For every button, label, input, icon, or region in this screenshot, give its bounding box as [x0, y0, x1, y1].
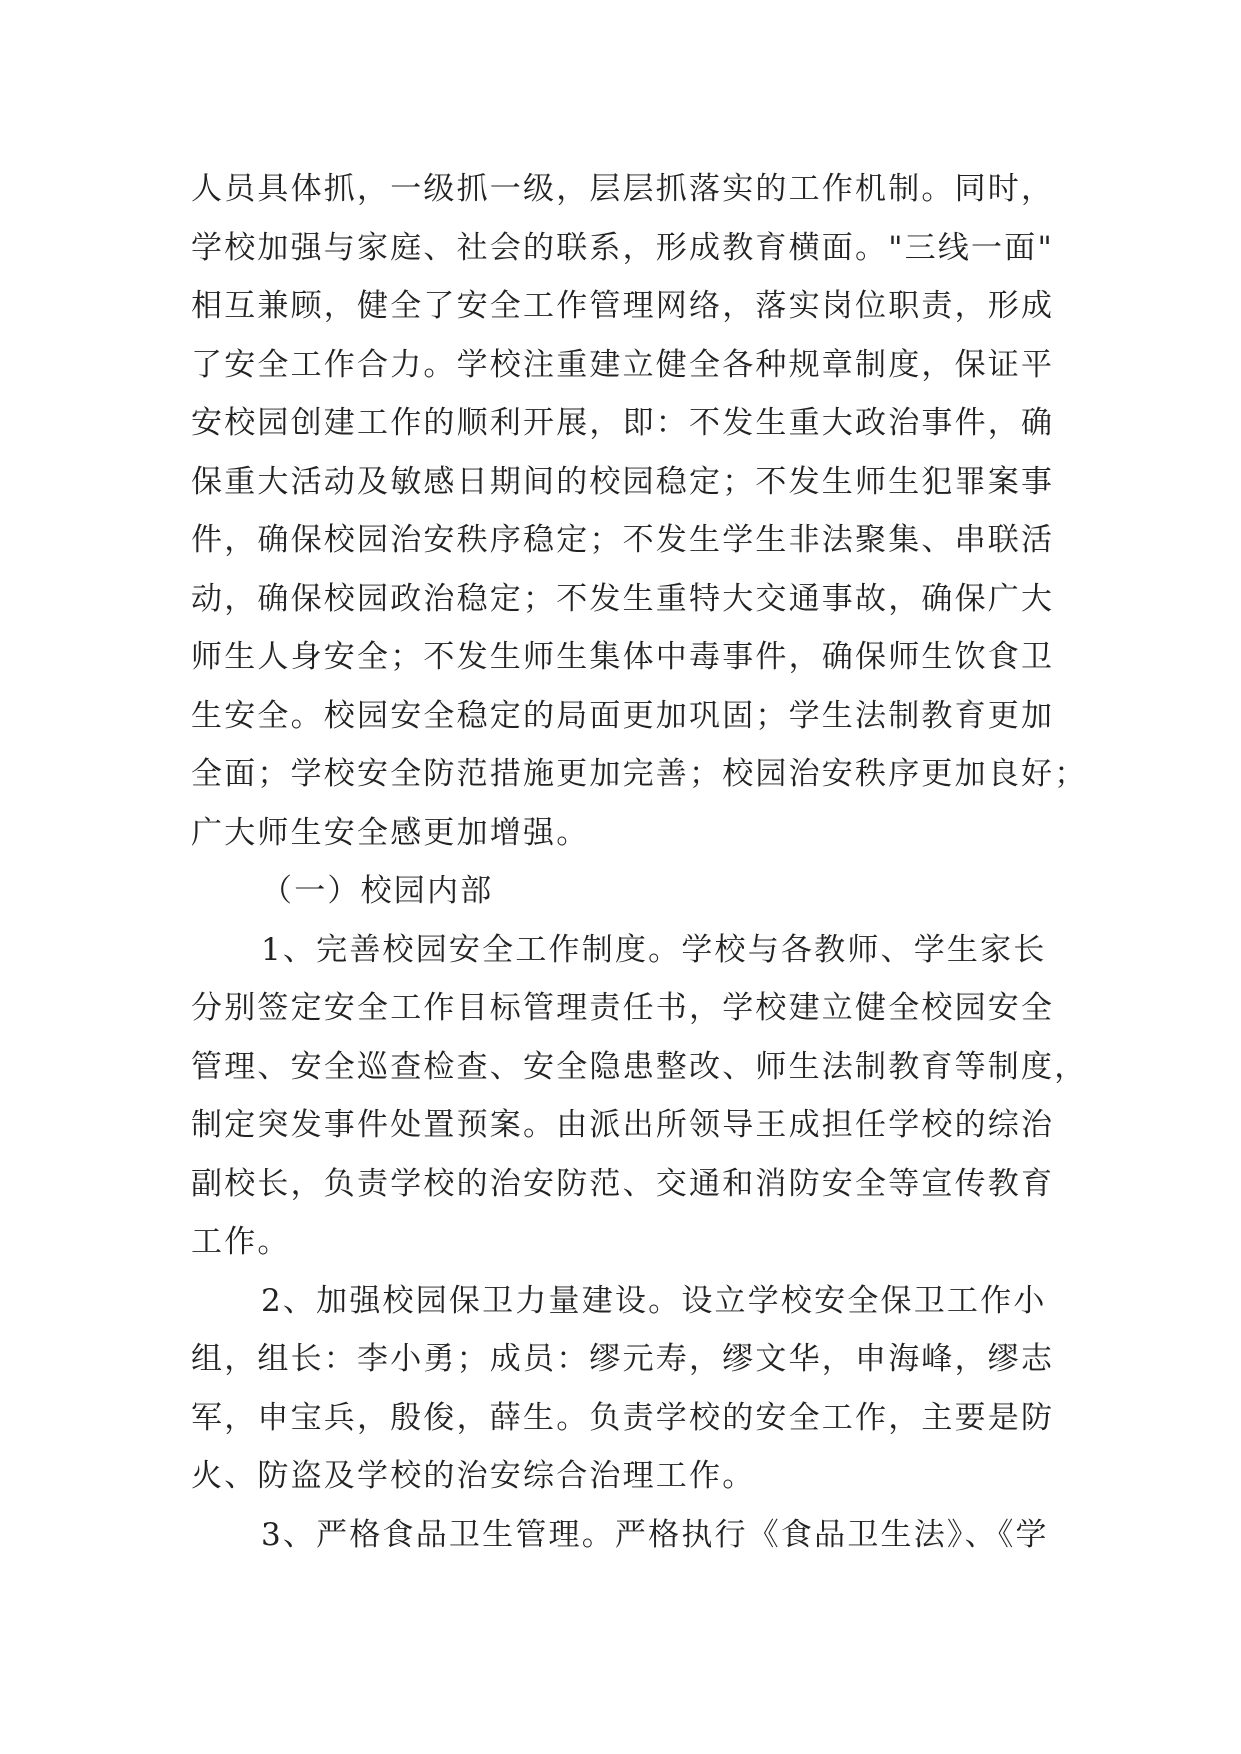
paragraph-start-line: 1、完善校园安全工作制度。学校与各教师、学生家长	[261, 931, 1047, 968]
text-line: 安校园创建工作的顺利开展，即：不发生重大政治事件，确	[191, 405, 1055, 441]
text-line: 师生人身安全；不发生师生集体中毒事件，确保师生饮食卫	[191, 639, 1055, 675]
text-line: 人员具体抓，一级抓一级，层层抓落实的工作机制。同时，	[191, 171, 1055, 207]
text-line: 分别签定安全工作目标管理责任书，学校建立健全校园安全	[191, 990, 1055, 1026]
paragraph-start-line: 2、加强校园保卫力量建设。设立学校安全保卫工作小	[261, 1282, 1047, 1319]
text-line: 军，申宝兵，殷俊，薛生。负责学校的安全工作，主要是防	[191, 1399, 1055, 1436]
text-line: 件，确保校园治安秩序稳定；不发生学生非法聚集、串联活	[191, 522, 1055, 558]
text-line: 广大师生安全感更加增强。	[191, 814, 590, 851]
body-text	[191, 160, 1088, 1564]
text-line: 了安全工作合力。学校注重建立健全各种规章制度，保证平	[191, 346, 1055, 383]
text-line: 生安全。校园安全稳定的局面更加巩固；学生法制教育更加	[191, 697, 1055, 734]
paragraph-start-line: 3、严格食品卫生管理。严格执行《食品卫生法》、《学	[261, 1516, 1049, 1553]
text-line: 相互兼顾，健全了安全工作管理网络，落实岗位职责，形成	[191, 288, 1055, 324]
text-line: 全面；学校安全防范措施更加完善；校园治安秩序更加良好；	[191, 756, 1088, 792]
text-line: 学校加强与家庭、社会的联系，形成教育横面。"三线一面"	[191, 229, 1054, 266]
text-line: 动，确保校园政治稳定；不发生重特大交通事故，确保广大	[191, 580, 1055, 617]
text-line: 保重大活动及敏感日期间的校园稳定；不发生师生犯罪案事	[191, 463, 1055, 500]
text-line: 副校长，负责学校的治安防范、交通和消防安全等宣传教育	[191, 1165, 1055, 1202]
text-line: 火、防盗及学校的治安综合治理工作。	[191, 1458, 756, 1494]
text-line: 制定突发事件处置预案。由派出所领导王成担任学校的综治	[191, 1107, 1055, 1143]
text-line: 组，组长：李小勇；成员：缪元寿，缪文华，申海峰，缪志	[191, 1341, 1055, 1377]
text-line: 管理、安全巡查检查、安全隐患整改、师生法制教育等制度，	[191, 1048, 1088, 1085]
section-heading: （一）校园内部	[261, 873, 494, 909]
text-line: 工作。	[191, 1224, 291, 1260]
